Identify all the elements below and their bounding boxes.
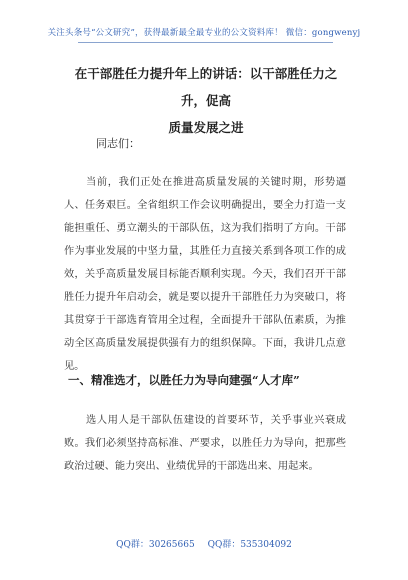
body-paragraph-2: 选人用人是干部队伍建设的首要环节，关乎事业兴衰成败。我们必须坚持高标准、严要求，以胜任力为导向，把那些政治过硬、能力突出、业绩优异的干部选出来、用起来。 xyxy=(64,415,346,472)
page-header-banner: 关注头条号“公文研究”，获得最新最全最专业的公文资料库！ 微信：gongwenyj xyxy=(47,28,361,38)
section-heading-1: 一、精准选才，以胜任力为导向建强“人才库” xyxy=(68,373,300,387)
page-footer xyxy=(0,537,408,550)
body-paragraph-1: 当前，我们正处在推进高质量发展的关键时期，形势逼人、任务艰巨。全省组织工作会议明确提出，要全力打造一支能担重任、勇立潮头的干部队伍，这为我们指明了方向。干部作为事业发展的中坚力量，其胜任力直接关系到各项工作的成效，关乎高质量发展目标能否顺利实现。今天，我们召开干部胜任力提升年启动会，就是要以提升干部胜任力为突破口，将其贯穿于干部选育管用全过程，全面提升干部队伍素质，为推动全区高质量发展提供强有力的组织保障。下面，我讲几点意见。 xyxy=(64,177,346,372)
title-line-2: 质量发展之进 xyxy=(168,120,244,135)
footer-qq-group-1: QQ群：30265665 xyxy=(116,540,195,550)
header-divider xyxy=(78,42,333,43)
document-title xyxy=(64,60,348,141)
footer-qq-group-2: QQ群：535304092 xyxy=(207,540,292,550)
salutation: 同志们： xyxy=(96,137,140,150)
title-line-1: 在干部胜任力提升年上的讲话：以干部胜任力之升，促高 xyxy=(74,66,338,108)
